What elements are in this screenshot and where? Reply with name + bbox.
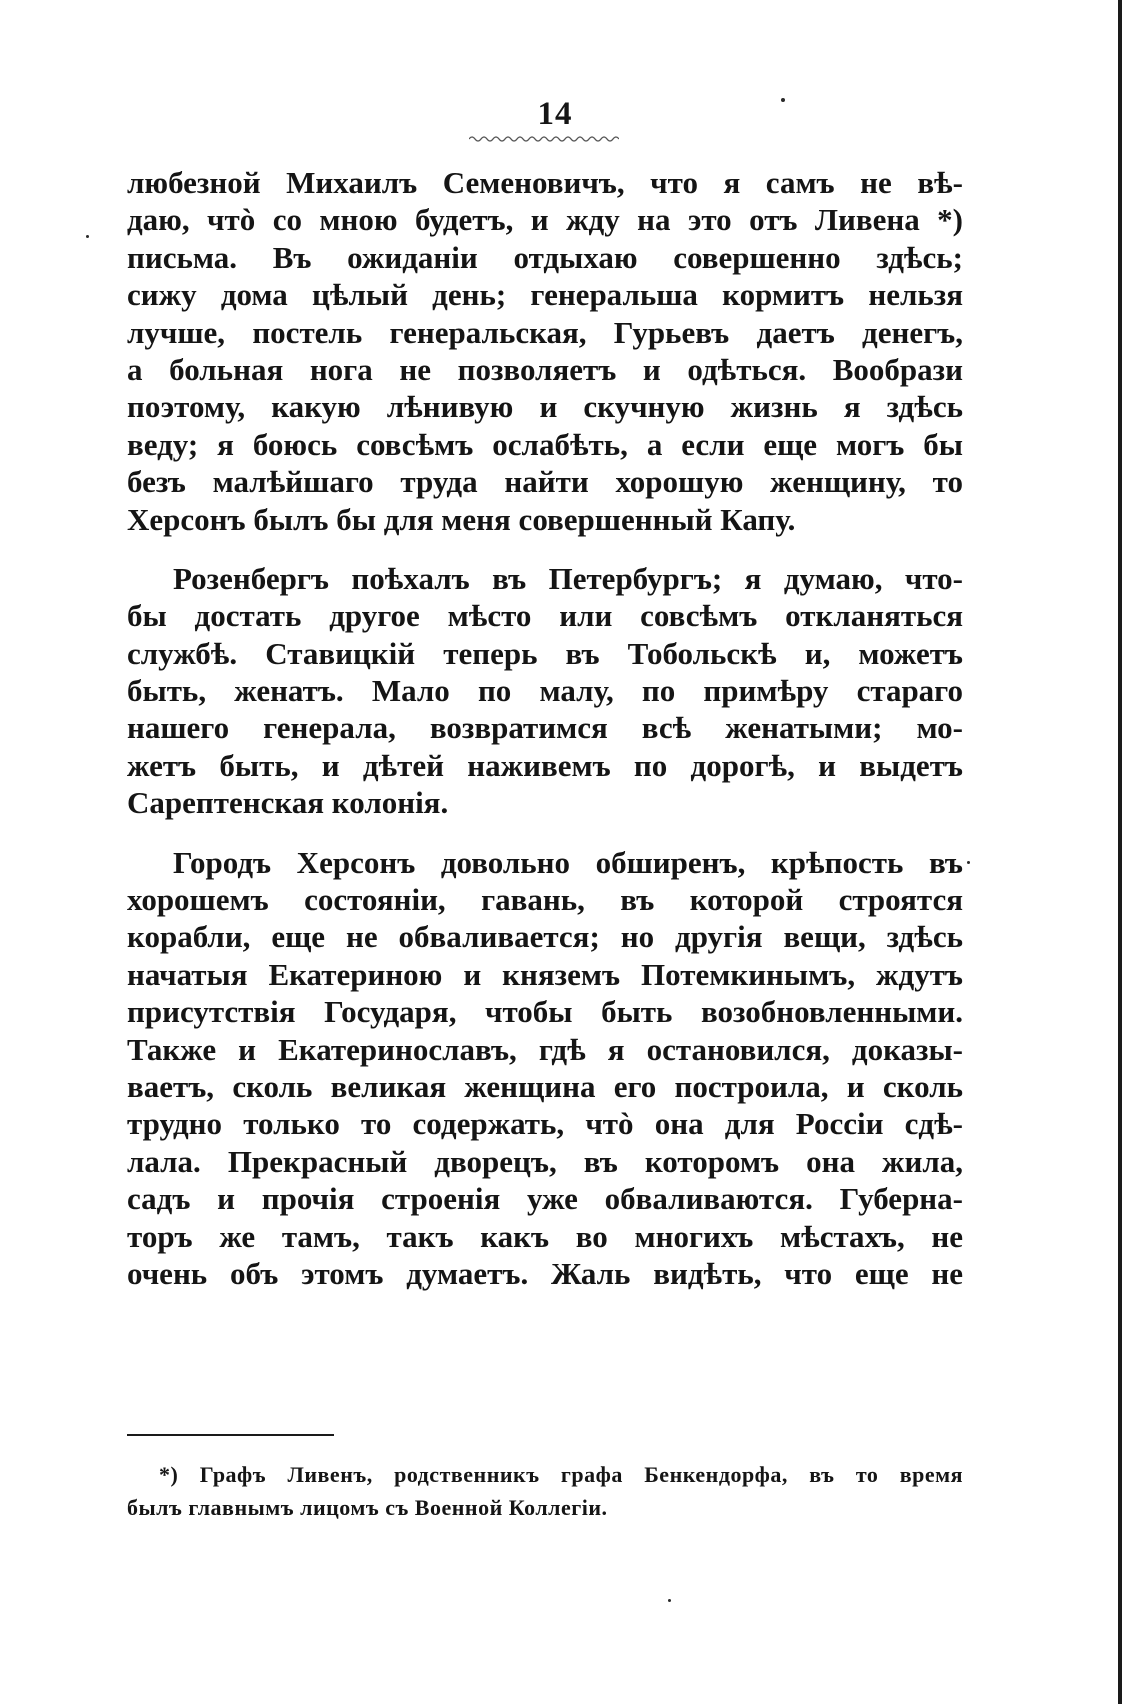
paragraph-2 xyxy=(127,560,963,822)
text-line: начатыя Екатериною и княземъ Потемкинымъ, ждутъ xyxy=(127,956,963,992)
text-line: нашего генерала, возвратимся всѣ женатыми; мо- xyxy=(127,710,963,746)
text-line: сижу дома цѣлый день; генеральша кормитъ нельзя xyxy=(127,277,963,313)
text-line: Сарептенская колонія. xyxy=(127,785,449,821)
text-line: Херсонъ былъ бы для меня совершенный Капу. xyxy=(127,501,796,537)
page-edge-rule xyxy=(1118,0,1122,1704)
footnote-line: *) Графъ Ливенъ, родственникъ графа Бенкендорфа, въ то время xyxy=(159,1462,963,1487)
text-line: быть, женатъ. Мало по малу, по примѣру стараго xyxy=(127,673,963,709)
text-line: службѣ. Ставицкій теперь въ Тобольскѣ и, можетъ xyxy=(127,635,963,671)
text-line: лучше, постель генеральская, Гурьевъ даетъ денегъ, xyxy=(127,314,963,350)
text-line: безъ малѣйшаго труда найти хорошую женщину, то xyxy=(127,464,963,500)
text-line: письма. Въ ожиданіи отдыхаю совершенно здѣсь; xyxy=(127,239,963,275)
text-line: очень объ этомъ думаетъ. Жаль видѣть, что еще не xyxy=(127,1255,963,1291)
text-line: лала. Прекрасный дворецъ, въ которомъ она жила, xyxy=(127,1143,963,1179)
paragraph-3 xyxy=(127,844,963,1293)
print-speck xyxy=(86,235,89,238)
text-line: Городъ Херсонъ довольно обширенъ, крѣпость въ xyxy=(173,844,963,880)
text-line: любезной Михаилъ Семеновичъ, что я самъ не вѣ- xyxy=(127,165,963,200)
text-line: торъ же тамъ, такъ какъ во многихъ мѣстахъ, не xyxy=(127,1218,963,1254)
text-line: бы достать другое мѣсто или совсѣмъ откланяться xyxy=(127,598,963,634)
text-line: даю, чтò со мною будетъ, и жду на это отъ Ливена *) xyxy=(127,202,963,238)
text-line: веду; я боюсь совсѣмъ ослабѣть, а если еще могъ бы xyxy=(127,426,963,462)
print-speck xyxy=(781,98,785,102)
print-speck xyxy=(668,1599,671,1602)
paragraph-gap xyxy=(127,538,963,560)
text-line: Розенбергъ поѣхалъ въ Петербургъ; я думаю, что- xyxy=(173,560,963,596)
footnote xyxy=(127,1458,963,1524)
page-number-ornament xyxy=(469,133,619,143)
footnote-line: былъ главнымъ лицомъ съ Военной Коллегіи. xyxy=(127,1495,608,1520)
text-line: садъ и прочія строенія уже обваливаются. Губерна- xyxy=(127,1181,963,1217)
text-line: поэтому, какую лѣнивую и скучную жизнь я здѣсь xyxy=(127,389,963,425)
print-speck xyxy=(967,861,970,864)
text-line: хорошемъ состояніи, гавань, въ которой строятся xyxy=(127,882,963,918)
text-line: жетъ быть, и дѣтей наживемъ по дорогѣ, и выдетъ xyxy=(127,747,963,783)
page-number: 14 xyxy=(537,96,573,132)
text-line: ваетъ, сколь великая женщина его построила, и сколь xyxy=(127,1068,963,1104)
text-line: Также и Екатеринославъ, гдѣ я остановился, доказы- xyxy=(127,1031,963,1067)
paragraph-gap xyxy=(127,822,963,844)
main-text xyxy=(127,164,963,1292)
footnote-rule xyxy=(127,1434,334,1436)
text-line: трудно только то содержать, чтò она для Россіи сдѣ- xyxy=(127,1106,963,1142)
text-line: присутствія Государя, чтобы быть возобновленными. xyxy=(127,994,963,1030)
text-line: корабли, еще не обваливается; но другія вещи, здѣсь xyxy=(127,919,963,955)
text-line: а больная нога не позволяетъ и одѣться. Вообрази xyxy=(127,351,963,387)
paragraph-1 xyxy=(127,164,963,538)
